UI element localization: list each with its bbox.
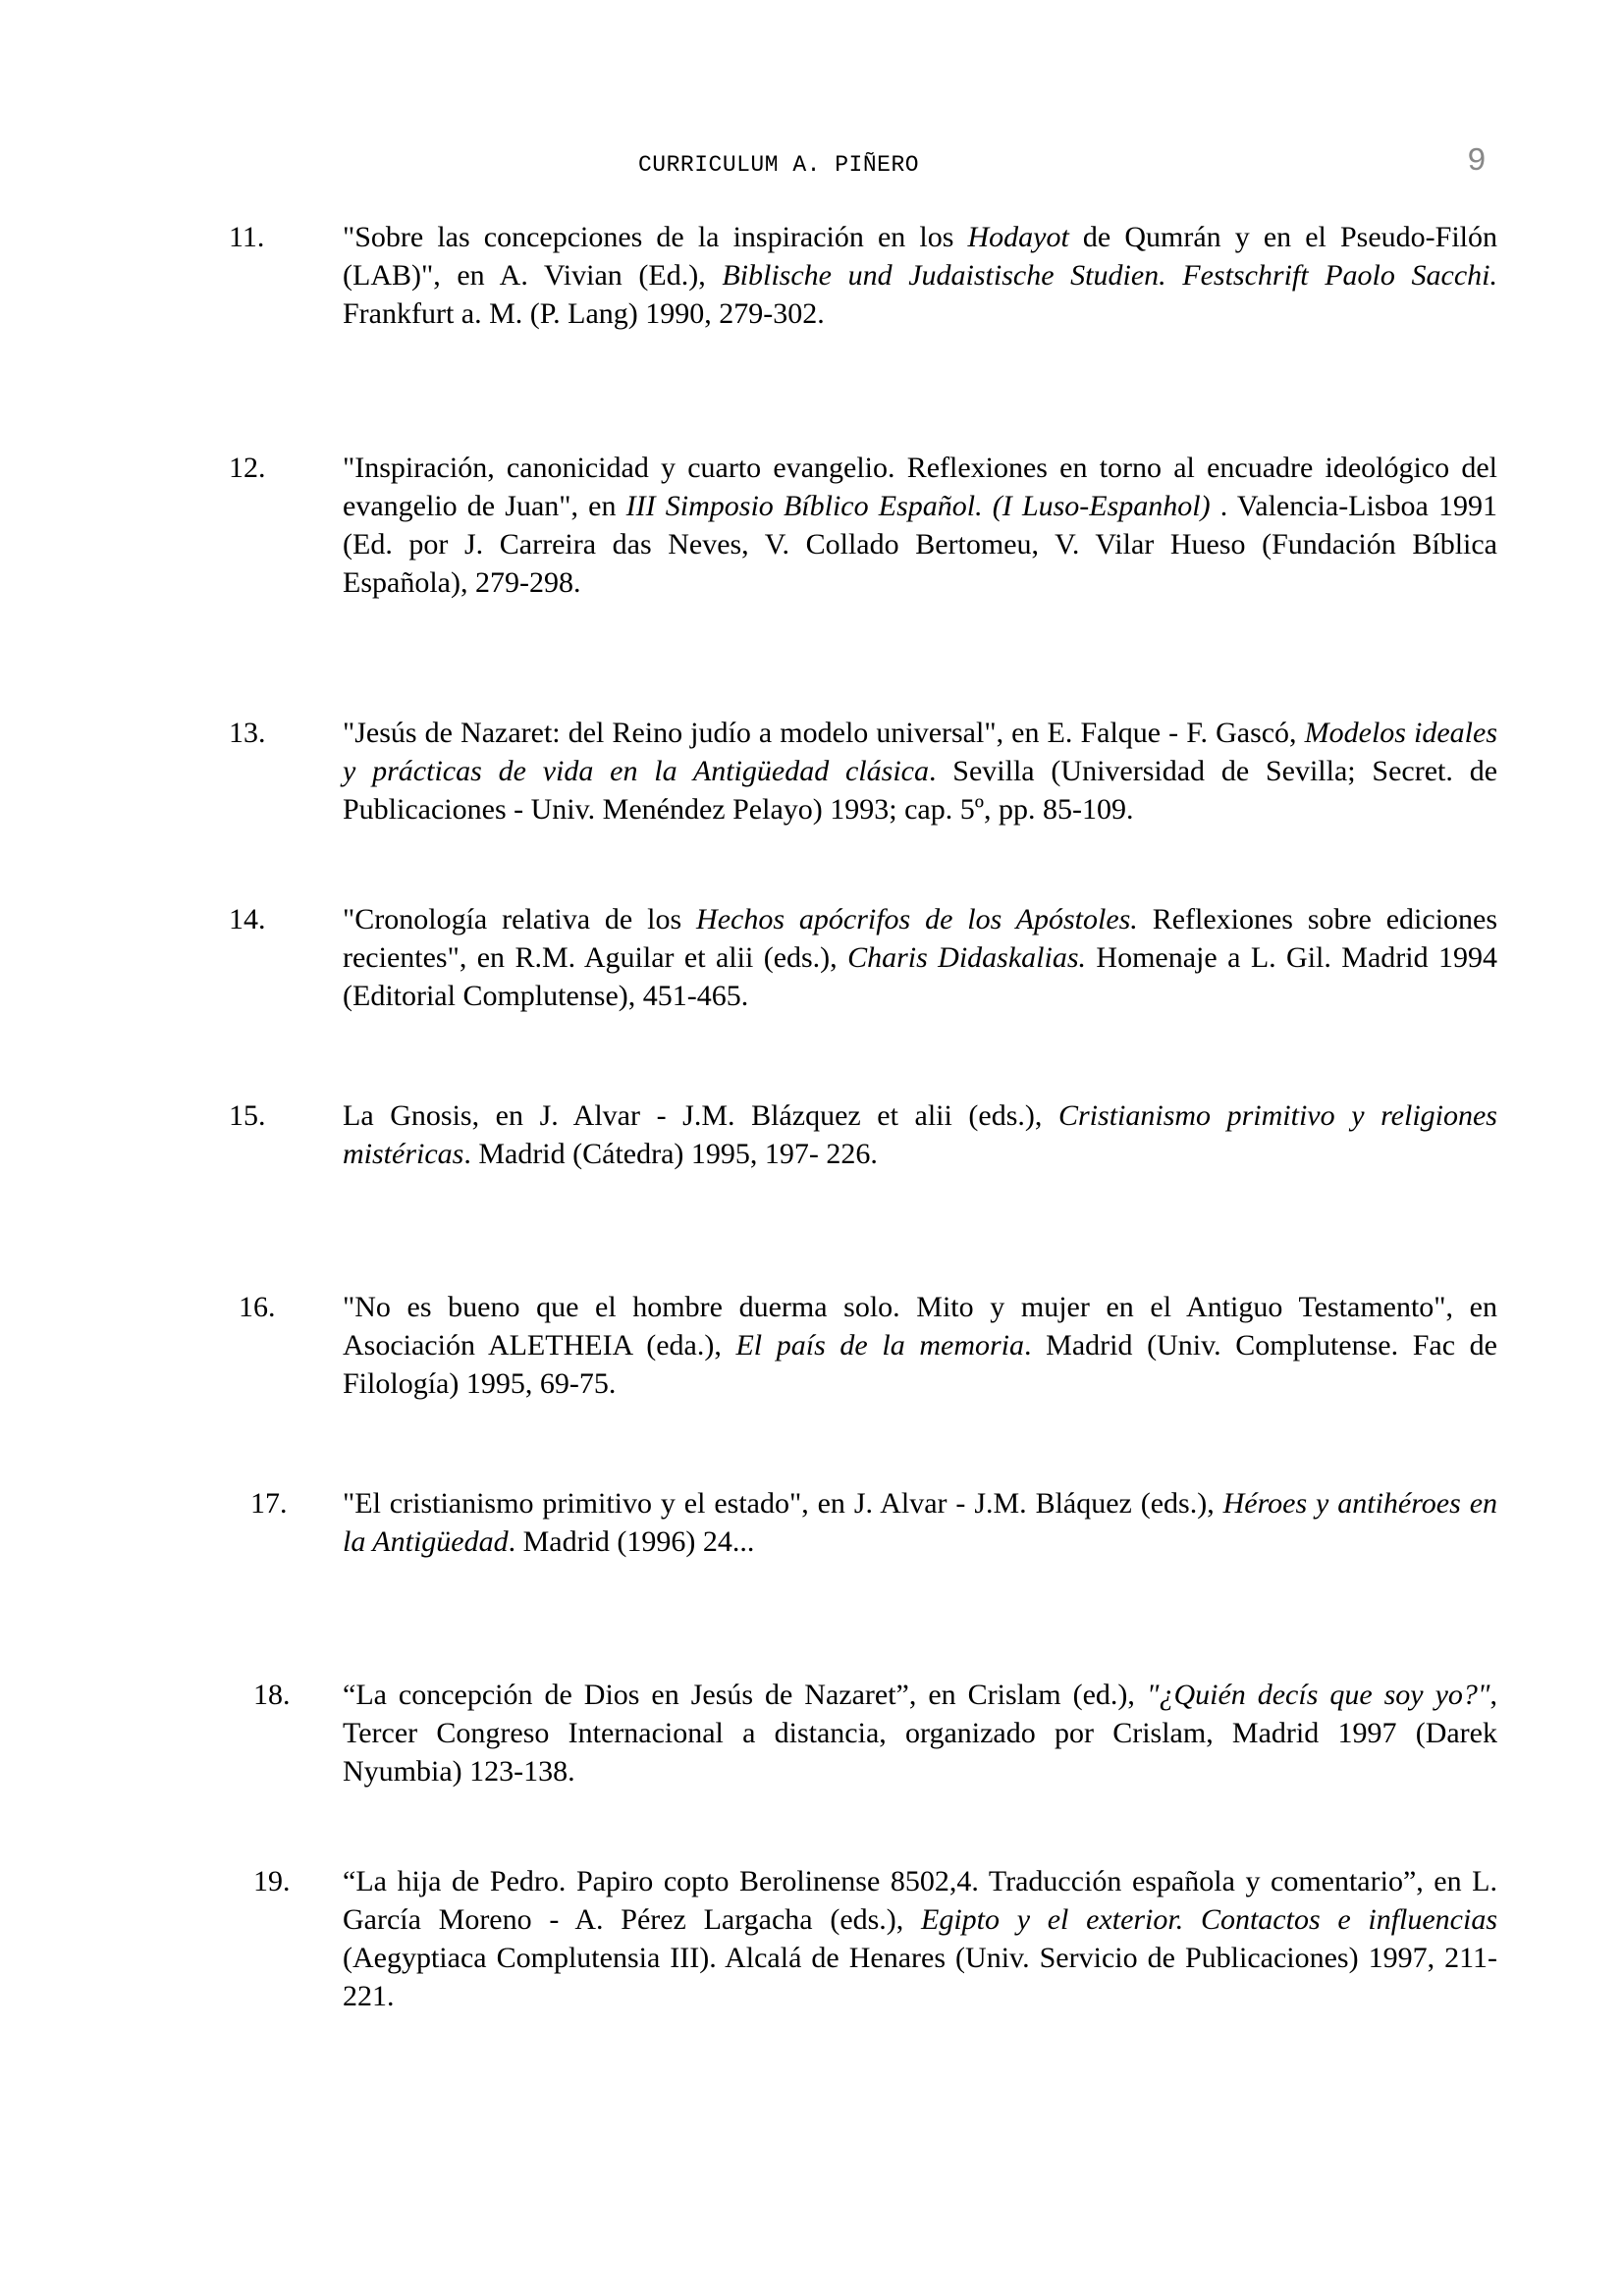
- citation-segment: "Jesús de Nazaret: del Reino judío a modelo universal", en E. Falque - F. Gascó,: [343, 717, 1305, 749]
- citation-segment: Frankfurt a. M. (P. Lang) 1990, 279-302.: [343, 297, 825, 330]
- citation-list: [229, 218, 1497, 2015]
- citation-item: [229, 1096, 1497, 1173]
- citation-number: 15.: [229, 1099, 266, 1132]
- citation-text: [343, 1288, 1497, 1403]
- citation-segment: "El cristianismo primitivo y el estado", en J. Alvar - J.M. Bláquez (eds.),: [343, 1487, 1223, 1520]
- page-header: CURRICULUM A. PIÑERO: [638, 152, 920, 178]
- citation-segment: Homenaje a L. Gil. Madrid 1994 (Editorial Complutense), 451-465.: [343, 941, 1497, 1012]
- citation-text: [343, 1484, 1497, 1561]
- citation-text: [343, 449, 1497, 602]
- citation-item: [229, 900, 1497, 1015]
- citation-item: [229, 1862, 1497, 2015]
- citation-segment-italic: El país de la memoria: [735, 1329, 1024, 1362]
- citation-number: 12.: [229, 452, 266, 484]
- citation-segment-italic: III Simposio Bíblico Español. (I Luso-Espanhol): [625, 490, 1211, 522]
- citation-segment-italic: Hodayot: [967, 221, 1069, 253]
- citation-segment-italic: Héroes y antihéroes en la Antigüedad: [343, 1487, 1498, 1558]
- citation-item: [229, 1288, 1497, 1403]
- citation-text: [343, 714, 1497, 828]
- citation-segment-italic: Hechos apócrifos de los Apóstoles.: [696, 903, 1138, 935]
- citation-segment-italic: Cristianismo primitivo y religiones mistéricas: [343, 1099, 1497, 1170]
- citation-text: [343, 900, 1497, 1015]
- citation-segment: Reflexiones sobre ediciones recientes", en R.M. Aguilar et alii (eds.),: [343, 903, 1498, 974]
- citation-segment: (Aegyptiaca Complutensia III). Alcalá de Henares (Univ. Servicio de Publicaciones) 1997, 211-221.: [343, 1942, 1497, 2012]
- citation-number: 11.: [229, 221, 265, 253]
- citation-item: [229, 449, 1497, 602]
- citation-number: 14.: [229, 903, 266, 935]
- citation-segment: , Tercer Congreso Internacional a distancia, organizado por Crislam, Madrid 1997 (Darek Nyumbia) 123-138.: [343, 1679, 1497, 1788]
- citation-segment-italic: "¿Quién decís que soy yo?": [1146, 1679, 1490, 1711]
- citation-segment-italic: Egipto y el exterior. Contactos e influencias: [921, 1903, 1498, 1936]
- citation-item: [229, 714, 1497, 828]
- citation-segment: . Madrid (Univ. Complutense. Fac de Filología) 1995, 69-75.: [343, 1329, 1497, 1400]
- citation-text: [343, 1676, 1497, 1790]
- citation-number: 17.: [250, 1487, 288, 1520]
- citation-segment-italic: Modelos ideales y prácticas de vida en la Antigüedad clásica: [343, 717, 1498, 787]
- citation-number: 18.: [253, 1679, 291, 1711]
- citation-segment: . Sevilla (Universidad de Sevilla; Secret. de Publicaciones - Univ. Menéndez Pelayo) 1993; cap. 5º, pp. 85-109.: [343, 755, 1498, 826]
- citation-segment: . Madrid (Cátedra) 1995, 197- 226.: [463, 1138, 878, 1170]
- citation-segment: La Gnosis, en J. Alvar - J.M. Blázquez et alii (eds.),: [343, 1099, 1058, 1132]
- citation-number: 19.: [253, 1865, 291, 1897]
- citation-segment: "Inspiración, canonicidad y cuarto evangelio. Reflexiones en torno al encuadre ideológico del evangelio de Juan", en: [343, 452, 1497, 522]
- citation-segment: . Madrid (1996) 24...: [508, 1525, 755, 1558]
- citation-segment: “La hija de Pedro. Papiro copto Berolinense 8502,4. Traducción española y comentario”, en L. García Moreno - A. Pérez Largacha (eds.),: [343, 1865, 1497, 1936]
- citation-text: [343, 1862, 1497, 2015]
- citation-number: 16.: [239, 1291, 276, 1323]
- citation-text: [343, 218, 1497, 333]
- citation-item: [229, 218, 1497, 333]
- citation-number: 13.: [229, 717, 266, 749]
- citation-item: [229, 1676, 1497, 1790]
- citation-segment: "Sobre las concepciones de la inspiración en los: [343, 221, 968, 253]
- citation-segment: . Valencia-Lisboa 1991 (Ed. por J. Carreira das Neves, V. Collado Bertomeu, V. Vilar Hueso (Fundación Bíblica Española), 279-298.: [343, 490, 1497, 599]
- citation-text: [343, 1096, 1497, 1173]
- citation-item: [229, 1484, 1497, 1561]
- citation-segment: de Qumrán y en el Pseudo-Filón (LAB)", en A. Vivian (Ed.),: [343, 221, 1497, 292]
- citation-segment-italic: Charis Didaskalias.: [847, 941, 1087, 974]
- citation-segment-italic: Biblische und Judaistische Studien. Festschrift Paolo Sacchi.: [722, 259, 1497, 292]
- citation-segment: "Cronología relativa de los: [343, 903, 697, 935]
- page-number: 9: [1467, 143, 1487, 180]
- citation-segment: "No es bueno que el hombre duerma solo. Mito y mujer en el Antiguo Testamento", en Asociación ALETHEIA (eda.),: [343, 1291, 1497, 1362]
- citation-segment: “La concepción de Dios en Jesús de Nazaret”, en Crislam (ed.),: [343, 1679, 1147, 1711]
